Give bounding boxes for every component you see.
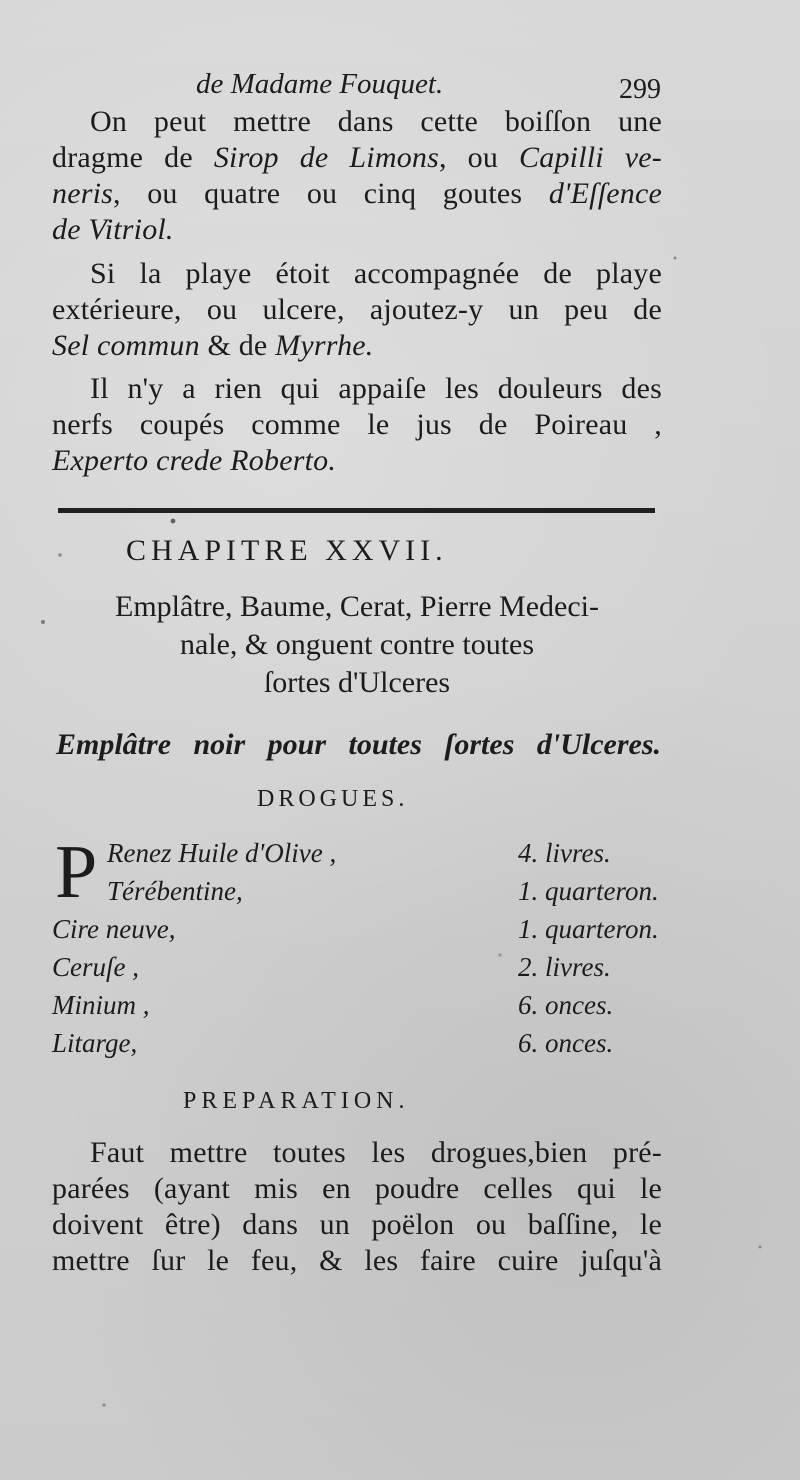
sel-commun: Sel commun: [52, 329, 200, 362]
paragraph-1-line-1: On peut mettre dans cette boiſſon une: [90, 105, 662, 138]
paragraph-2-line-2: extérieure, ou ulcere, ajoutez-y un peu de: [52, 293, 662, 326]
preparation-line-1: Faut mettre toutes les drogues,bien pré-: [90, 1136, 662, 1169]
ingredient-name: Térébentine,: [107, 876, 243, 906]
page-header-title: de Madame Fouquet.: [196, 68, 444, 100]
chapter-title: CHAPITRE XXVII.: [126, 534, 448, 567]
drop-cap-initial: P: [55, 830, 98, 914]
paragraph-3-line-2: nerfs coupés comme le jus de Poireau ,: [52, 408, 662, 441]
ingredient-name: Ceruſe ,: [52, 952, 139, 982]
preparation-line-3: doivent être) dans un poëlon ou baſſine, le: [52, 1208, 662, 1241]
chapter-divider-rule: [58, 508, 655, 513]
paragraph-1-line-2: [52, 140, 662, 176]
paragraph-1-text: dragme de: [52, 141, 214, 174]
running-header: [196, 68, 661, 105]
paragraph-3: [52, 371, 662, 479]
ingredient-quantity: 1. quarteron.: [518, 876, 659, 906]
paragraph-1-line-3: [52, 176, 662, 212]
ingredient-name: Renez Huile d'Olive ,: [107, 838, 337, 868]
paragraph-2-text: & de: [199, 329, 276, 362]
preparation-paragraph: [52, 1135, 662, 1279]
essence-word: d'Eſſence: [548, 177, 662, 210]
chapter-subtitle-line-1: Emplâtre, Baume, Cerat, Pierre Medeci-: [115, 590, 599, 623]
ingredient-row: [52, 990, 662, 1028]
neris-word: neris: [52, 177, 113, 210]
ingredient-row: [52, 838, 662, 876]
ingredient-row: [52, 952, 662, 990]
paragraph-1: [52, 104, 662, 248]
chapter-subtitle-line-2: nale, & onguent contre toutes: [179, 628, 535, 661]
ingredient-row: [52, 1028, 662, 1066]
ingredient-name: Cire neuve,: [52, 914, 176, 944]
paragraph-1-text: , ou: [438, 141, 520, 174]
myrrhe: Myrrhe.: [275, 329, 374, 362]
ingredient-quantity: 2. livres.: [518, 952, 611, 982]
sirop-de-limons: Sirop de Limons: [213, 141, 439, 174]
drogues-heading: DROGUES.: [257, 786, 409, 812]
preparation-heading: PREPARATION.: [183, 1088, 410, 1114]
ingredient-quantity: 6. onces.: [518, 1028, 614, 1058]
paragraph-3-line-1: Il n'y a rien qui appaiſe les douleurs des: [90, 372, 662, 405]
paragraph-1-text: , ou quatre ou cinq goutes: [113, 177, 549, 210]
paragraph-2-line-3: [52, 328, 662, 364]
section-title: Emplâtre noir pour toutes ſortes d'Ulceres.: [56, 728, 661, 761]
chapter-subtitle: [52, 588, 662, 702]
capilli-veneris: Capilli ve-: [519, 141, 662, 174]
ingredient-quantity: 1. quarteron.: [518, 914, 659, 944]
chapter-subtitle-line-3: ſortes d'Ulceres: [263, 666, 451, 699]
paragraph-3-line-3: Experto crede Roberto.: [52, 444, 337, 477]
ingredient-row: [52, 914, 662, 952]
ingredient-name: Minium ,: [52, 990, 150, 1020]
ingredients-list: [52, 838, 662, 1066]
ingredient-row: [52, 876, 662, 914]
paragraph-2-line-1: Si la playe étoit accompagnée de playe: [90, 257, 662, 290]
preparation-line-4: mettre ſur le feu, & les faire cuire juſqu'à: [52, 1244, 662, 1277]
paragraph-1-line-4: de Vitriol.: [52, 213, 174, 246]
ingredient-quantity: 6. onces.: [518, 990, 614, 1020]
paragraph-2: [52, 256, 662, 364]
preparation-line-2: parées (ayant mis en poudre celles qui le: [52, 1172, 662, 1205]
ingredient-name: Litarge,: [52, 1028, 138, 1058]
page-number: 299: [619, 74, 661, 105]
ingredient-quantity: 4. livres.: [518, 838, 611, 868]
